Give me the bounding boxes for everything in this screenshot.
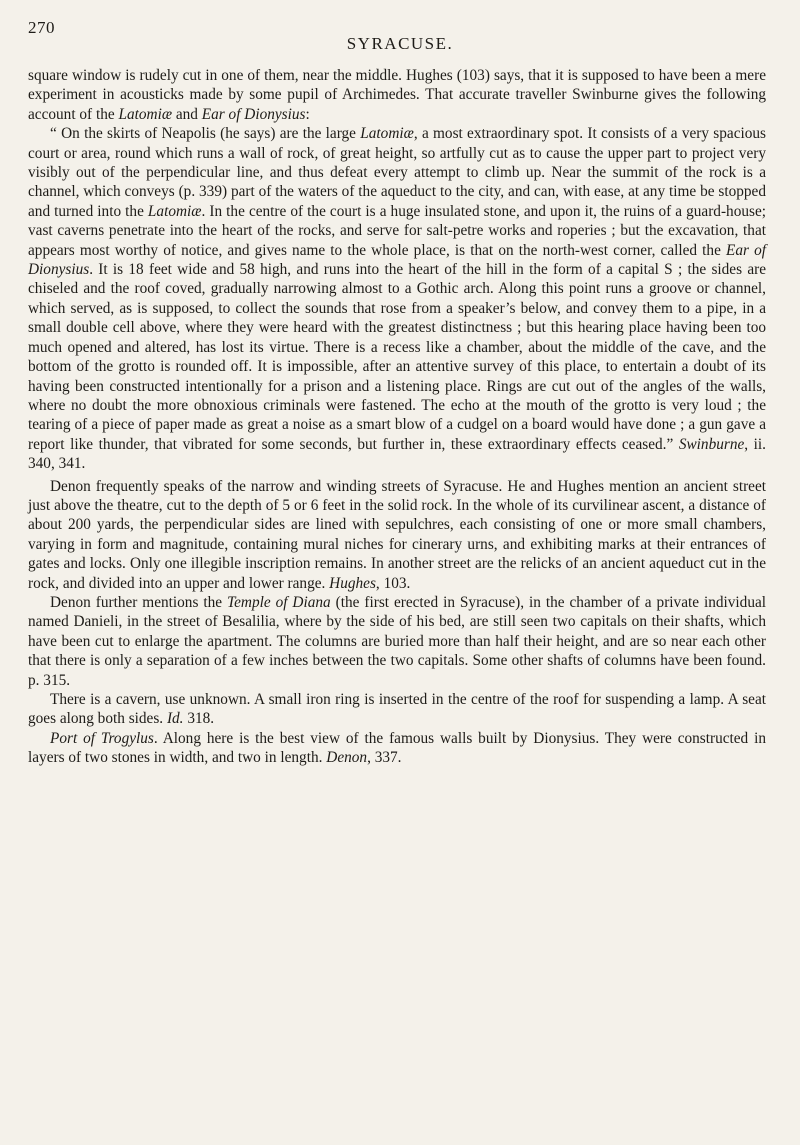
text-run: Denon frequently speaks of the narrow and winding streets of Syracuse. He and Hughes mention an ancient street just above the theatre, cut to the depth of 5 or 6 feet in the solid rock. In the whole of its curvilinear ascent, a distance of about 200 yards, the perpendicular sides are lined with sepulchres, each consisting of one or more small chambers, varying in form and magnitude, containing mural niches for cinerary urns, and exhibiting marks at their entrances of gates and locks. Only one illegible inscription remains. In another street are the relicks of an ancient aqueduct cut in the rock, and divided into an upper and lower range. — [28, 477, 766, 592]
italic-text-run: Latomiæ — [360, 125, 414, 143]
text-run: square window is rudely cut in one of them, near the middle. Hughes (103) says, that it is supposed to have been a mere experiment in acousticks made by some pupil of Archimedes. That accurate traveller Swinburne gives the following account of the — [28, 67, 766, 123]
running-head: SYRACUSE. — [346, 34, 454, 53]
italic-text-run: Port of Trogylus — [50, 729, 154, 747]
italic-text-run: Denon — [326, 749, 368, 767]
text-run: and — [172, 105, 202, 123]
italic-text-run: Temple of Diana — [227, 593, 331, 611]
text-run: , ii. 340, 341. — [28, 435, 766, 473]
paragraph — [28, 593, 766, 690]
italic-text-run: Ear of Dionysius — [201, 105, 306, 123]
text-run: 318. — [183, 710, 215, 728]
italic-text-run: Ear of Dionysius — [28, 241, 766, 279]
text-run: . It is 18 feet wide and 58 high, and runs into the heart of the hill in the form of a capital S ; the sides are chiseled and the roof coved, gradually narrowing almost to a Gothic arch. Along this point runs a groove or channel, which served, as is supposed, to collect the sounds that rose from a speaker’s below, and convey them to a pipe, in a small double cell above, where they were heard with the greatest distinctness ; but this hearing place having been too much opened and altered, has lost its virtue. There is a recess like a chamber, about the middle of the cave, and the bottom of the grotto is rounded off. It is impossible, after an attentive survey of this place, to entertain a doubt of its having been constructed intentionally for a prison and a listening place. Rings are cut out of the angles of the walls, where no doubt the more obnoxious criminals were fastened. The echo at the mouth of the grotto is very loud ; the tearing of a piece of paper made as great a noise as a smart blow of a cudgel on a board would have done ; a gun gave a report like thunder, that vibrated for some seconds, but further in, these extraordinary effects ceased.” — [28, 261, 766, 453]
italic-text-run: Swinburne — [678, 435, 745, 453]
italic-text-run: Id. — [166, 710, 184, 728]
italic-text-run: Hughes — [329, 574, 376, 592]
text-run: , 103. — [375, 574, 411, 592]
text-run: : — [305, 105, 310, 123]
paragraph — [28, 477, 766, 593]
text-run: There is a cavern, use unknown. A small iron ring is inserted in the centre of the roof for suspending a lamp. A seat goes along both sides. — [28, 691, 766, 728]
text-run: (the first erected in Syracuse), in the chamber of a private individual named Danieli, in the street of Besalilia, where by the side of his bed, are still seen two capitals on their shafts, which have been cut to enlarge the apartment. The columns are buried more than half their height, and are so near each other that there is only a separation of a few inches between the two capitals. Some other shafts of columns have been found. p. 315. — [28, 593, 767, 689]
text-run: Denon further mentions the — [50, 593, 227, 611]
paragraph — [28, 690, 766, 729]
italic-text-run: Latomiæ — [147, 202, 202, 220]
italic-text-run: Latomiæ — [118, 105, 173, 123]
body-text — [28, 66, 766, 768]
paragraph — [28, 124, 766, 473]
page-number: 270 — [28, 18, 55, 37]
text-run: “ On the skirts of Neapolis (he says) are the large — [50, 125, 361, 143]
text-run: . In the centre of the court is a huge insulated stone, and upon it, the ruins of a guard-house; vast caverns penetrate into the heart of the rocks, and serve for salt-petre works and roperies ; but the excavation, that appears most worthy of notice, and gives name to the whole place, is that on the north-west corner, called the — [28, 202, 766, 259]
paragraph — [28, 729, 766, 768]
text-run: , a most extraordinary spot. It consists of a very spacious court or area, round which runs a wall of rock, of great height, so artfully cut as to cause the upper part to project very visibly out of the perpendicular line, and thus defeat every attempt to climb up. Near the summit of the rock is a channel, which conveys (p. 339) part of the waters of the aqueduct to the city, and can, with ease, at any time be stopped and turned into the — [28, 125, 766, 220]
paragraph — [28, 66, 766, 124]
text-run: . Along here is the best view of the famous walls built by Dionysius. They were constructed in layers of two stones in width, and two in length. — [28, 729, 766, 767]
text-run: , 337. — [367, 749, 402, 767]
